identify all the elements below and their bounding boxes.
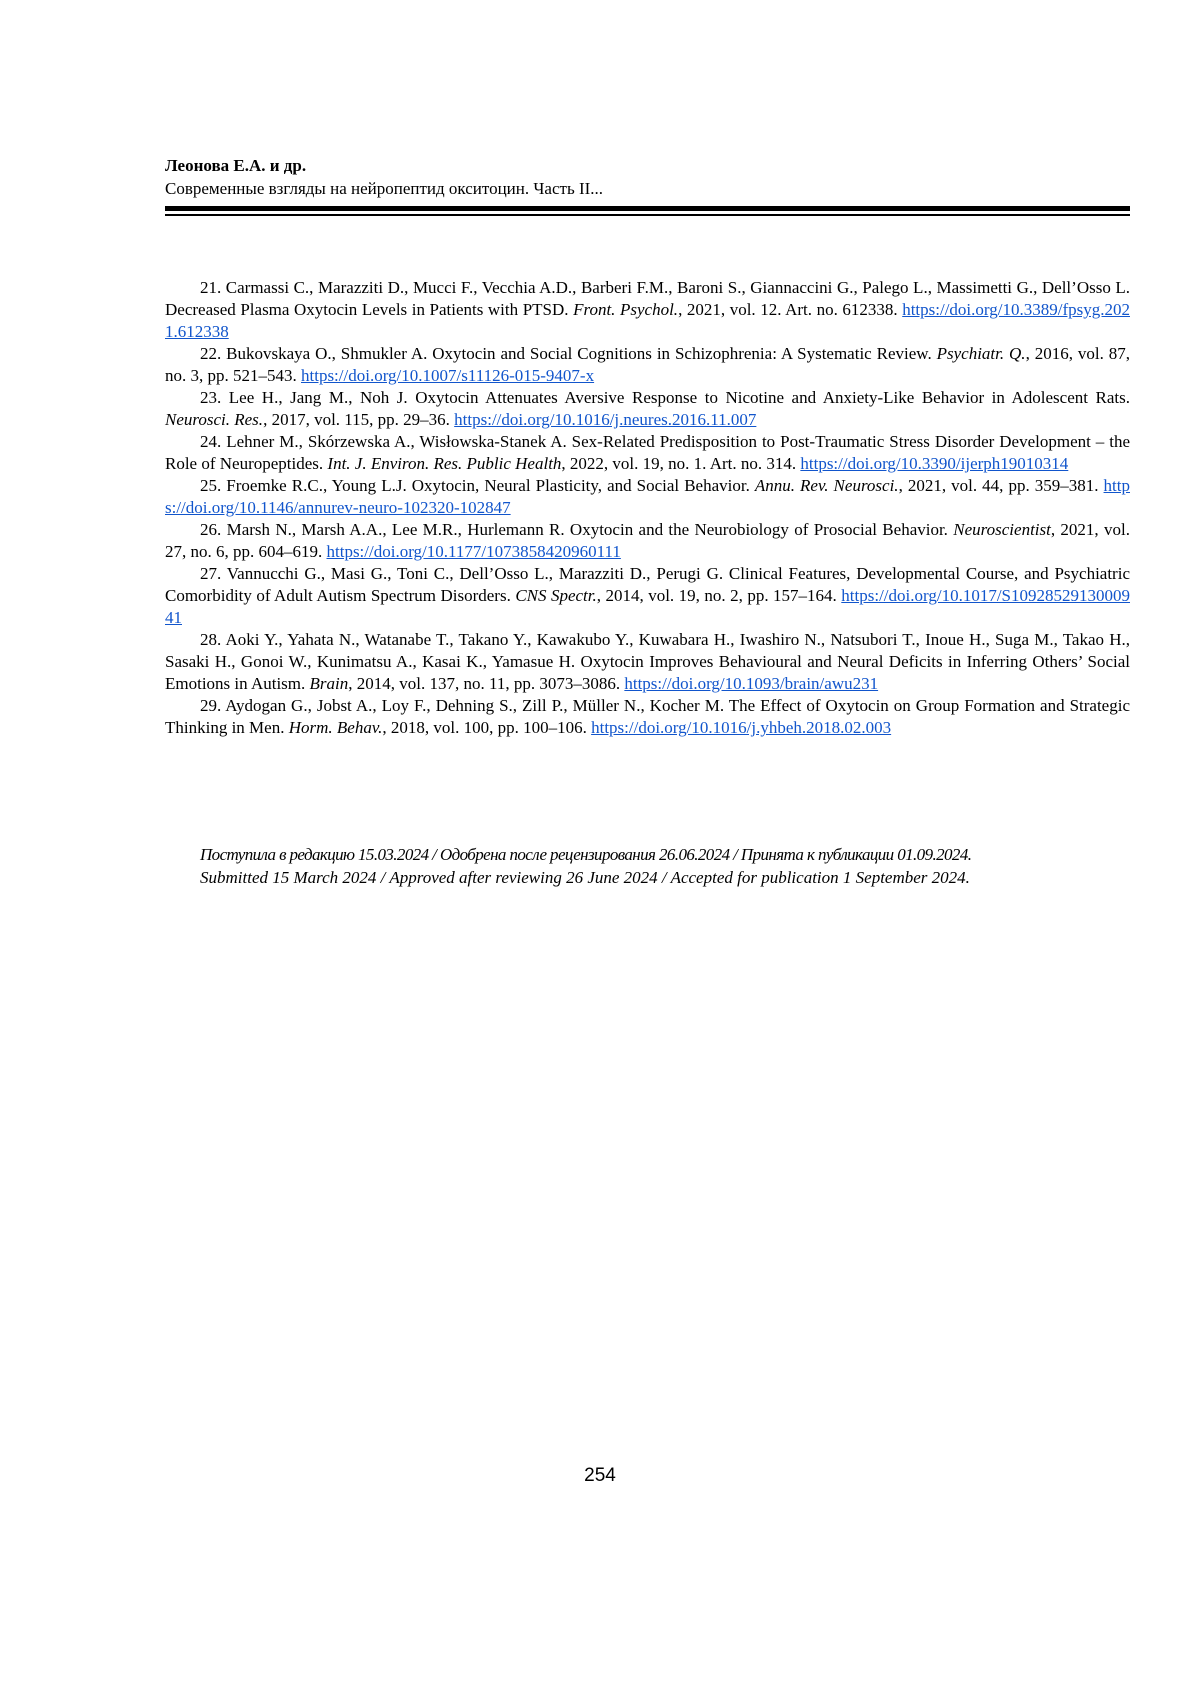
reference-details: , 2021, vol. 12. Art. no. 612338. [678,300,903,319]
reference-text: 21. Carmassi C., Marazziti D., Mucci F., Vecchia A.D., Barberi F.M., Baroni S., Giannaccini G., Palego L., Massimetti G., Dell’Osso L. Decreased Plasma Oxytocin Levels in Patients with PTSD. [165,278,1130,319]
doi-link[interactable]: https://doi.org/10.3389/fpsyg.2021.612338 [165,300,1130,341]
doi-link[interactable]: https://doi.org/10.3390/ijerph19010314 [800,454,1069,473]
doi-link[interactable]: https://doi.org/10.1016/j.neures.2016.11.007 [454,410,757,429]
submission-dates-en: Submitted 15 March 2024 / Approved after reviewing 26 June 2024 / Accepted for publication 1 September 2024. [200,868,970,887]
reference-item [165,343,1130,387]
reference-text: 27. Vannucchi G., Masi G., Toni C., Dell’Osso L., Marazziti D., Perugi G. Clinical Features, Developmental Course, and Psychiatric Comorbidity of Adult Autism Spectrum Disorders. [165,564,1130,605]
reference-item [165,629,1130,695]
doi-link[interactable]: https://doi.org/10.1146/annurev-neuro-102320-102847 [165,476,1130,517]
header-article-title: Современные взгляды на нейропептид окситоцин. Часть II... [165,179,604,198]
reference-list [165,277,1130,739]
reference-journal: Brain [309,674,349,693]
reference-item [165,475,1130,519]
reference-details: , 2022, vol. 19, no. 1. Art. no. 314. [561,454,801,473]
submission-dates [200,843,1130,889]
reference-journal: Neurosci. Res. [165,410,264,429]
reference-details: , 2014, vol. 137, no. 11, pp. 3073–3086. [348,674,625,693]
reference-journal: Psychiatr. Q. [936,344,1026,363]
reference-details: , 2017, vol. 115, pp. 29–36. [263,410,455,429]
reference-text: 25. Froemke R.C., Young L.J. Oxytocin, Neural Plasticity, and Social Behavior. [200,476,755,495]
header-rule-thin [165,214,1130,216]
reference-details: , 2016, vol. 87, no. 3, pp. 521–543. [165,344,1130,385]
reference-item [165,277,1130,343]
reference-item [165,695,1130,739]
reference-journal: Int. J. Environ. Res. Public Health [327,454,562,473]
reference-details: , 2021, vol. 44, pp. 359–381. [898,476,1104,495]
reference-journal: Neuroscientist [953,520,1051,539]
doi-link[interactable]: https://doi.org/10.1016/j.yhbeh.2018.02.003 [591,718,892,737]
reference-text: 24. Lehner M., Skórzewska A., Wisłowska-Stanek A. Sex-Related Predisposition to Post-Traumatic Stress Disorder Development – the Role of Neuropeptides. [165,432,1130,473]
reference-details: , 2014, vol. 19, no. 2, pp. 157–164. [596,586,842,605]
doi-link[interactable]: https://doi.org/10.1007/s11126-015-9407-x [301,366,595,385]
reference-text: 26. Marsh N., Marsh A.A., Lee M.R., Hurlemann R. Oxytocin and the Neurobiology of Prosocial Behavior. [200,520,954,539]
reference-text: 23. Lee H., Jang M., Noh J. Oxytocin Attenuates Aversive Response to Nicotine and Anxiety-Like Behavior in Adolescent Rats. [200,388,1130,407]
header-rule-thick [165,206,1130,211]
reference-text: 29. Aydogan G., Jobst A., Loy F., Dehning S., Zill P., Müller N., Kocher M. The Effect of Oxytocin on Group Formation and Strategic Thinking in Men. [165,696,1130,737]
doi-link[interactable]: https://doi.org/10.1093/brain/awu231 [624,674,879,693]
reference-journal: Horm. Behav. [288,718,383,737]
reference-text: 28. Aoki Y., Yahata N., Watanabe T., Takano Y., Kawakubo Y., Kuwabara H., Iwashiro N., Natsubori T., Inoue H., Suga M., Takao H., Sasaki H., Gonoi W., Kunimatsu A., Kasai K., Yamasue H. Oxytocin Improves Behavioural and Neural Deficits in Inferring Others’ Social Emotions in Autism. [165,630,1130,693]
submission-dates-ru: Поступила в редакцию 15.03.2024 / Одобрена после рецензирования 26.06.2024 / Принята к публикации 01.09.2024. [200,845,972,864]
reference-item [165,431,1130,475]
reference-item [165,563,1130,629]
reference-journal: CNS Spectr. [515,586,597,605]
reference-details: , 2021, vol. 27, no. 6, pp. 604–619. [165,520,1130,561]
header-author: Леонова Е.А. и др. [165,156,307,175]
reference-text: 22. Bukovskaya O., Shmukler A. Oxytocin and Social Cognitions in Schizophrenia: A Systematic Review. [200,344,937,363]
running-header [165,155,1130,200]
doi-link[interactable]: https://doi.org/10.1177/1073858420960111 [326,542,621,561]
reference-journal: Annu. Rev. Neurosci. [754,476,899,495]
reference-item [165,519,1130,563]
reference-journal: Front. Psychol. [573,300,679,319]
doi-link[interactable]: https://doi.org/10.1017/S1092852913000941 [165,586,1130,627]
reference-item [165,387,1130,431]
page-number: 254 [584,1465,616,1486]
reference-details: , 2018, vol. 100, pp. 100–106. [382,718,592,737]
